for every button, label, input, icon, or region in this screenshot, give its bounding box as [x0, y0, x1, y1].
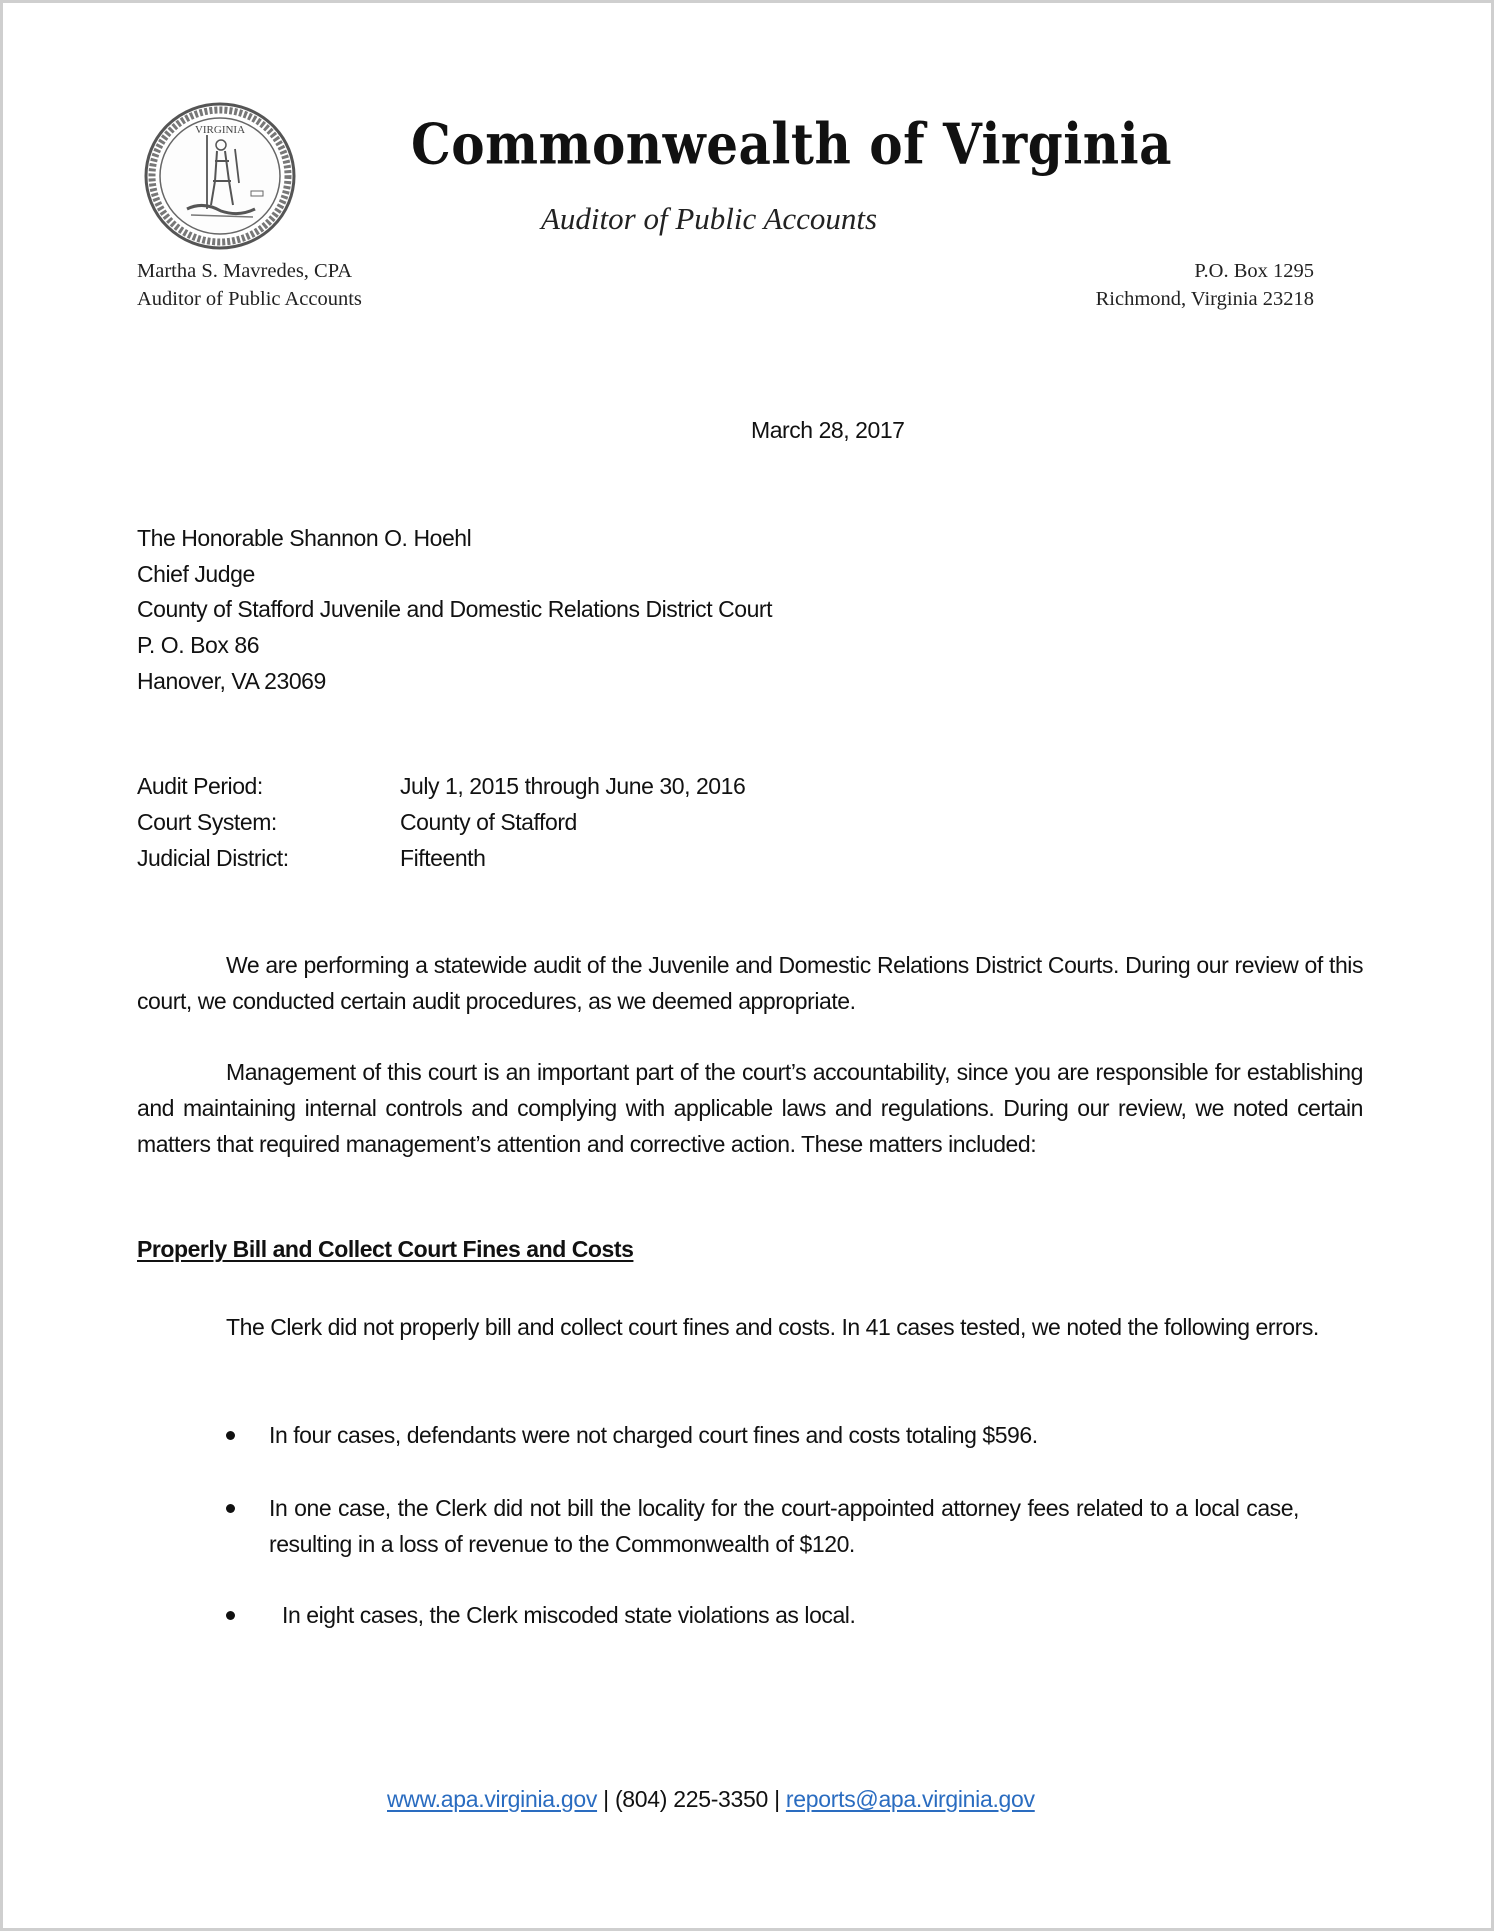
paragraph-management	[137, 1054, 1363, 1162]
court-system-value: County of Stafford	[400, 809, 577, 835]
letterhead-title: Commonwealth of Virginia	[411, 111, 1172, 178]
footer-separator: |	[603, 1786, 609, 1812]
website-link[interactable]: www.apa.virginia.gov	[387, 1786, 598, 1812]
bullet-icon	[226, 1431, 235, 1440]
footer-contact	[387, 1786, 1035, 1813]
recipient-line: Chief Judge	[137, 561, 255, 587]
letter-date: March 28, 2017	[751, 417, 905, 443]
svg-text:VIRGINIA: VIRGINIA	[194, 124, 246, 136]
virginia-seal-icon	[143, 101, 298, 251]
paragraph-text: The Clerk did not properly bill and collect court fines and costs. In 41 cases tested, we noted the following errors.	[226, 1314, 1319, 1340]
judicial-district-value: Fifteenth	[400, 845, 486, 871]
recipient-line: The Honorable Shannon O. Hoehl	[137, 525, 472, 551]
section-intro	[137, 1309, 1363, 1345]
office-po-box: P.O. Box 1295	[1194, 260, 1314, 282]
paragraph-text: We are performing a statewide audit of the Juvenile and Domestic Relations District Courts. During our review of this court, we conducted certain audit procedures, as we deemed appropriate.	[137, 952, 1363, 1014]
recipient-line: P. O. Box 86	[137, 632, 260, 658]
auditor-name: Martha S. Mavredes, CPA	[137, 260, 353, 282]
recipient-line: County of Stafford Juvenile and Domestic Relations District Court	[137, 596, 773, 622]
footer-phone: (804) 225-3350	[614, 1786, 769, 1812]
email-link[interactable]: reports@apa.virginia.gov	[785, 1786, 1035, 1812]
recipient-line: Hanover, VA 23069	[137, 668, 326, 694]
judicial-district-label: Judicial District:	[137, 845, 289, 871]
bullet-icon	[226, 1611, 235, 1620]
court-system-label: Court System:	[137, 809, 277, 835]
letterhead-subtitle: Auditor of Public Accounts	[541, 201, 878, 236]
section-heading: Properly Bill and Collect Court Fines and Costs	[137, 1236, 634, 1262]
office-city-state-zip: Richmond, Virginia 23218	[1095, 288, 1314, 310]
footer-separator: |	[774, 1786, 780, 1812]
bullet-item: In four cases, defendants were not charged court fines and costs totaling $596.	[269, 1422, 1038, 1448]
bullet-item: In eight cases, the Clerk miscoded state violations as local.	[282, 1602, 856, 1628]
bullet-icon	[226, 1504, 235, 1513]
bullet-item: In one case, the Clerk did not bill the locality for the court-appointed attorney fees related to a local case, resulting in a loss of revenue to the Commonwealth of $120.	[269, 1495, 1299, 1557]
auditor-title: Auditor of Public Accounts	[137, 288, 362, 310]
paragraph-intro	[137, 947, 1363, 1019]
audit-period-value: July 1, 2015 through June 30, 2016	[400, 773, 746, 799]
audit-period-label: Audit Period:	[137, 773, 263, 799]
paragraph-text: Management of this court is an important part of the court’s accountability, since you are responsible for establishing and maintaining internal controls and complying with applicable laws and regulations. During our review, we noted certain matters that required management’s attention and corrective action. These matters included:	[137, 1059, 1363, 1157]
